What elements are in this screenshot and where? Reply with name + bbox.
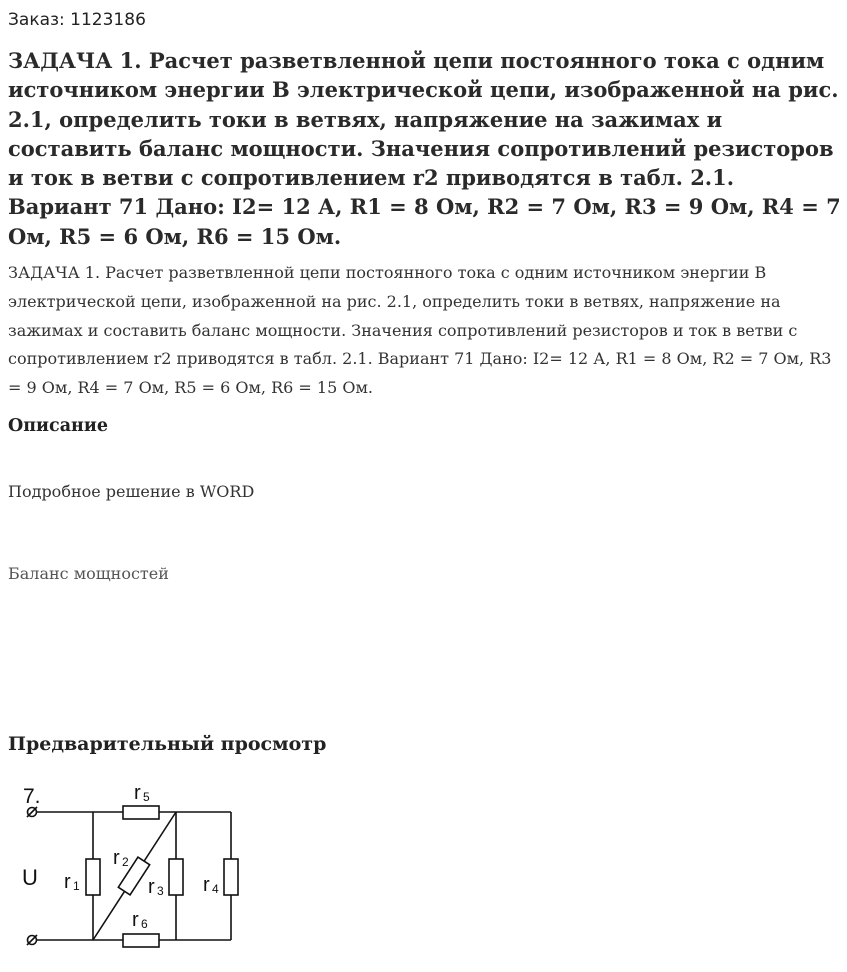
power-balance-text: Баланс мощностей xyxy=(8,564,169,583)
circuit-diagram xyxy=(0,775,260,972)
resistor-r5 xyxy=(123,806,159,819)
solution-format-text: Подробное решение в WORD xyxy=(8,482,255,501)
r1-label: r xyxy=(64,871,71,893)
r3-label: r xyxy=(148,876,155,898)
preview-heading: Предварительный просмотр xyxy=(8,733,327,755)
resistor-r4 xyxy=(224,859,238,895)
description-heading: Описание xyxy=(8,416,108,436)
order-number: Заказ: 1123186 xyxy=(8,10,146,30)
r6-subscript: 6 xyxy=(141,917,148,931)
voltage-label: U xyxy=(22,865,38,890)
r2-subscript: 2 xyxy=(122,855,129,869)
task-description: ЗАДАЧА 1. Расчет разветвленной цепи постоянного тока с одним источником энергии В электрической цепи, изображенной на рис. 2.1, определить токи в ветвях, напряжение на зажимах и составить баланс мощности. Значения сопротивлений резисторов и ток в ветви с сопротивлением r2 приводятся в табл. 2.1. Вариант 71 Дано: I2= 12 А, R1 = 8 Ом, R2 = 7 Ом, R3 = 9 Ом, R4 = 7 Ом, R5 = 6 Ом, R6 = 15 Ом. xyxy=(8,263,832,398)
figure-number: 7. xyxy=(23,785,41,808)
r5-subscript: 5 xyxy=(143,790,150,804)
resistor-r6 xyxy=(123,934,159,947)
resistor-r1 xyxy=(86,859,100,895)
task-title: ЗАДАЧА 1. Расчет разветвленной цепи постоянного тока с одним источником энергии В электрической цепи, изображенной на рис. 2.1, определить токи в ветвях, напряжение на зажимах и составить баланс мощности. Значения сопротивлений резисторов и ток в ветви с сопротивлением r2 приводятся в табл. 2.1. Вариант 71 Дано: I2= 12 А, R1 = 8 Ом, R2 = 7 Ом, R3 = 9 Ом, R4 = 7 Ом, R5 = 6 Ом, R6 = 15 Ом. xyxy=(8,48,841,249)
r5-label: r xyxy=(134,782,141,804)
r4-subscript: 4 xyxy=(212,882,219,896)
r4-label: r xyxy=(203,874,210,896)
r1-subscript: 1 xyxy=(73,879,80,893)
r3-subscript: 3 xyxy=(157,884,164,898)
r6-label: r xyxy=(132,909,139,931)
resistor-r3 xyxy=(169,859,183,895)
r2-label: r xyxy=(113,847,120,869)
